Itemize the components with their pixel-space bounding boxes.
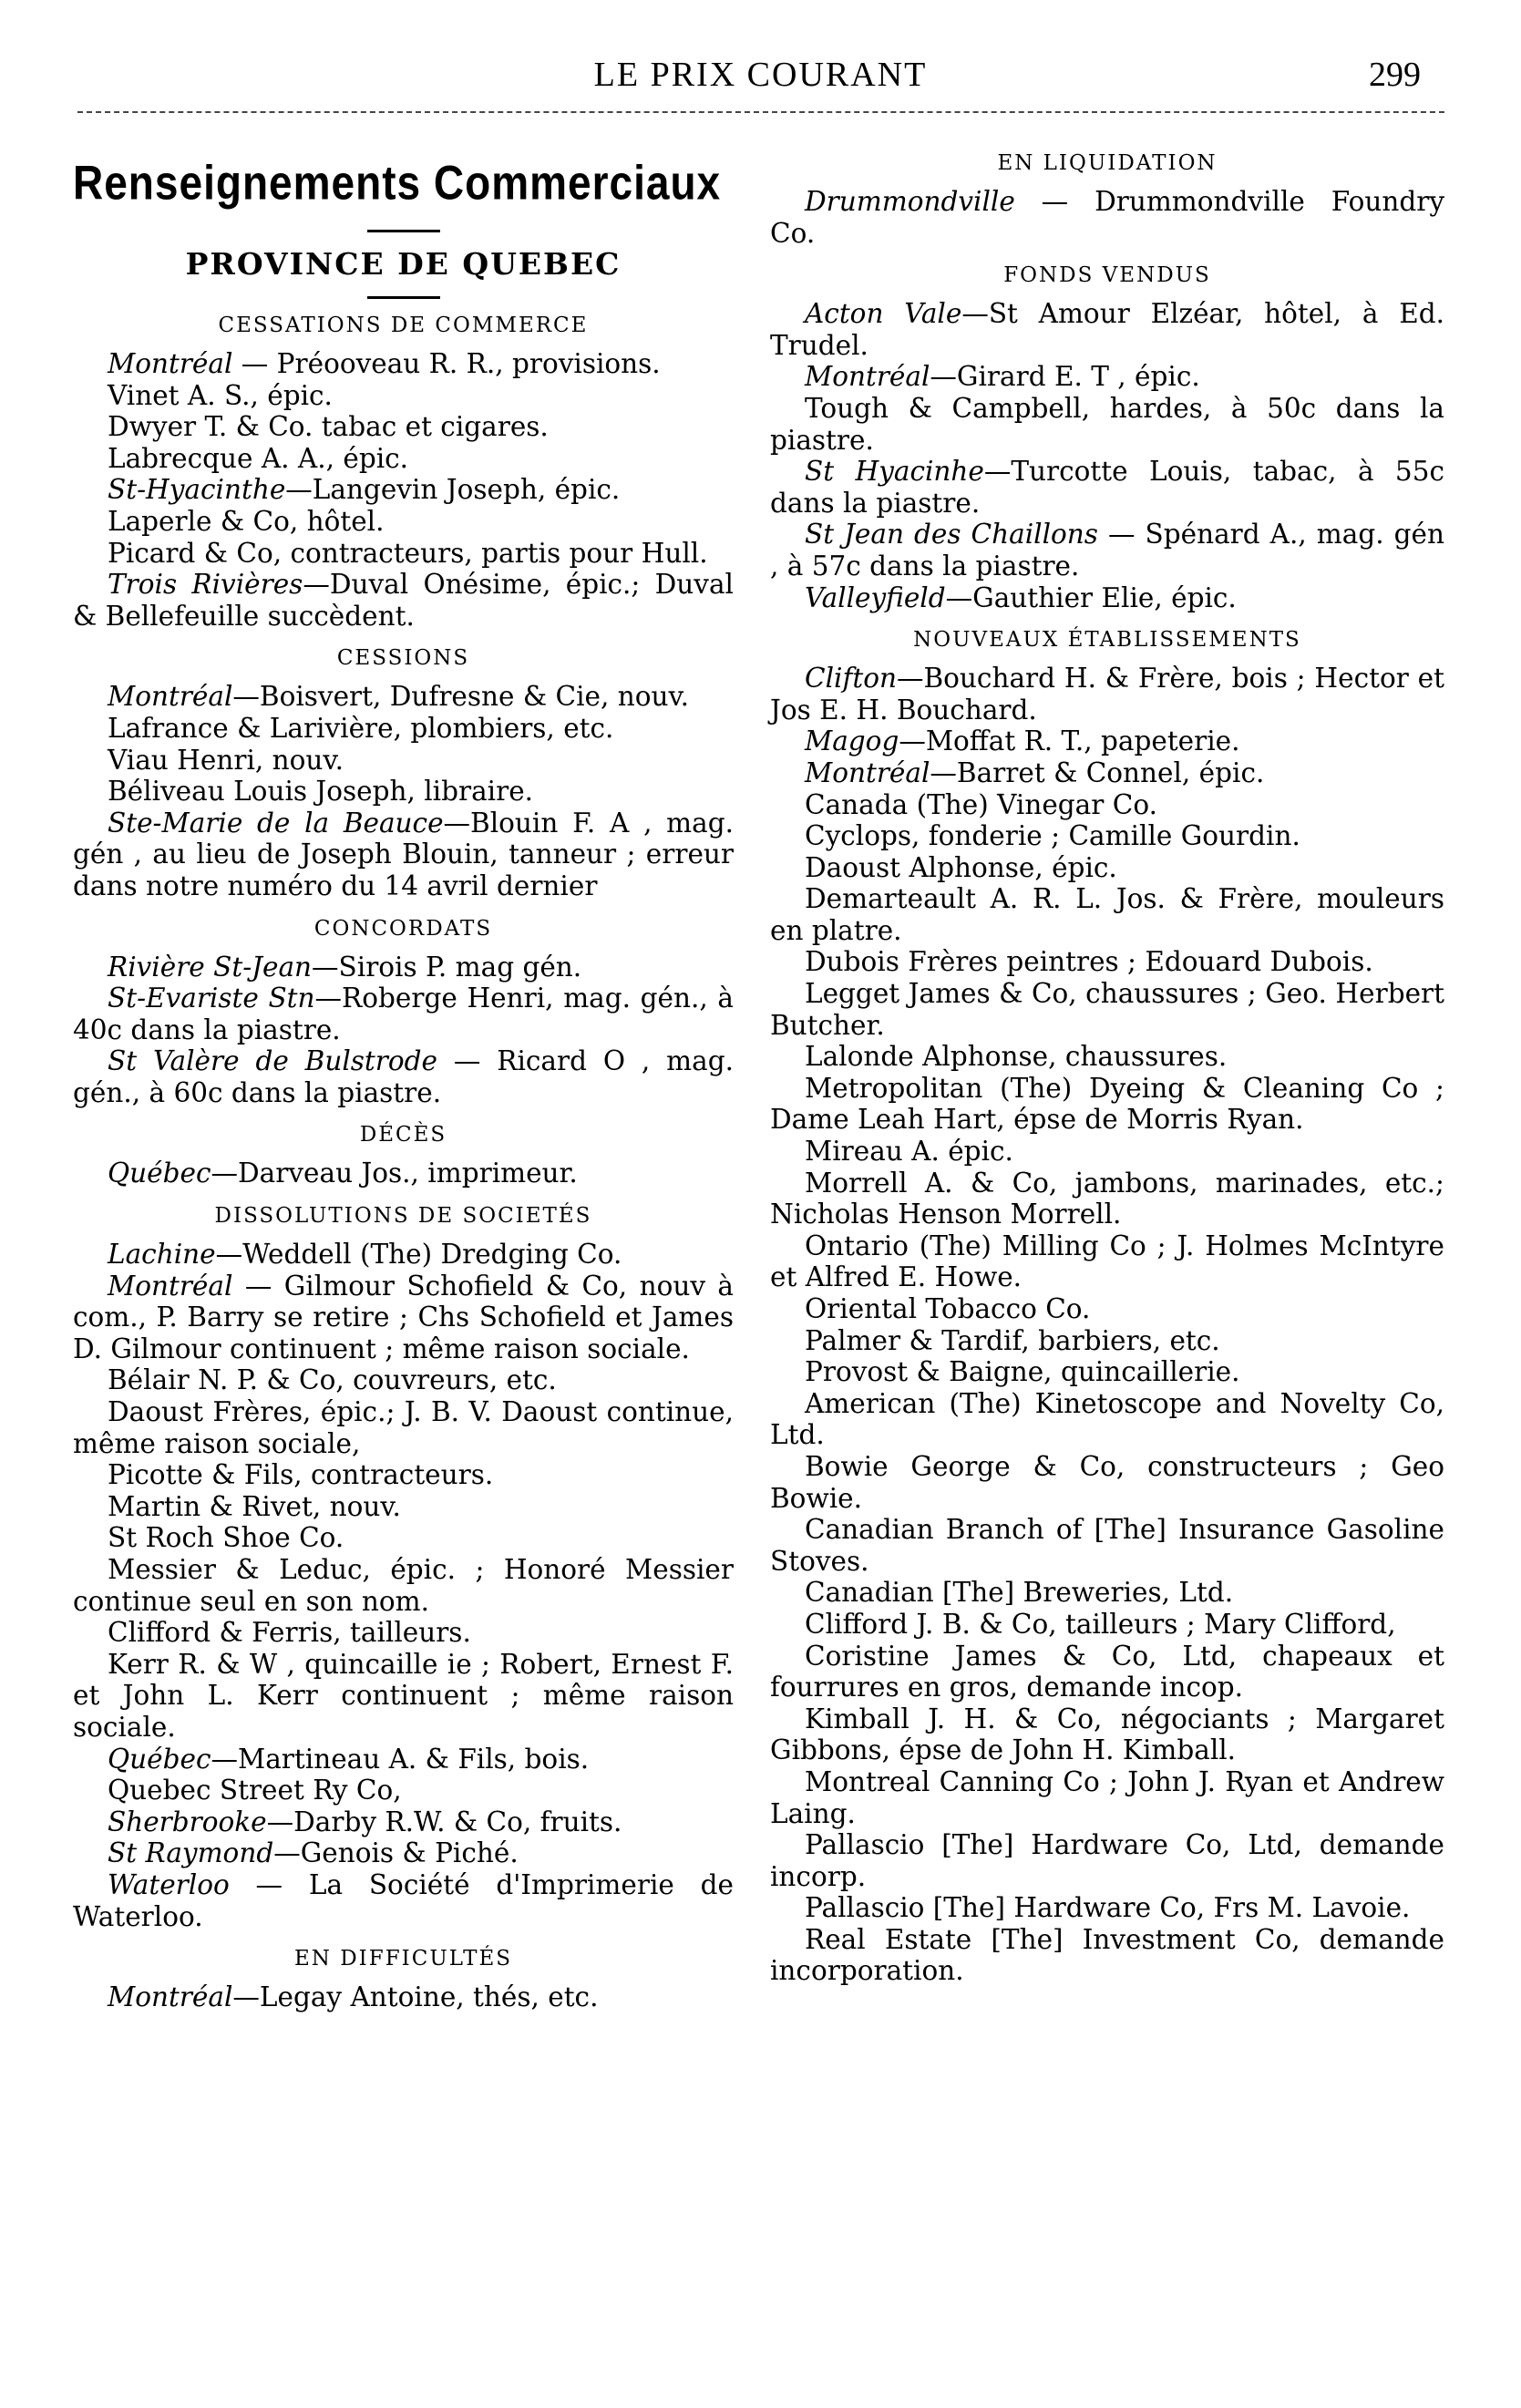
listing-entry xyxy=(73,1239,734,1271)
section-title: Renseignements Commerciaux xyxy=(73,155,722,210)
listing-entry xyxy=(770,1230,1444,1293)
listing-entry xyxy=(770,186,1444,249)
listing-entry xyxy=(770,1703,1444,1766)
entry-text: Kimball J. H. & Co, négociants ; Margaret Gibbons, épse de John H. Kimball. xyxy=(770,1703,1444,1766)
listing-entry xyxy=(73,348,734,380)
listing-entry xyxy=(770,663,1444,725)
entry-text: Clifford & Ferris, tailleurs. xyxy=(108,1617,471,1649)
listing-entry xyxy=(770,582,1444,614)
entry-text: Canadian Branch of [The] Insurance Gasoline Stoves. xyxy=(770,1514,1444,1577)
entry-text: Demarteault A. R. L. Jos. & Frère, mouleurs en platre. xyxy=(770,883,1444,946)
entry-text: Lafrance & Larivière, plombiers, etc. xyxy=(108,712,614,744)
entry-place: Québec xyxy=(108,1158,211,1189)
entry-text: Pallascio [The] Hardware Co, Ltd, demande incorp. xyxy=(770,1829,1444,1892)
entry-text: Daoust Alphonse, épic. xyxy=(805,851,1117,883)
listing-entry xyxy=(770,978,1444,1041)
heading-en-difficultes: EN DIFFICULTÉS xyxy=(293,1947,513,1971)
listing-entry xyxy=(770,725,1444,757)
listing-entry xyxy=(770,298,1444,361)
entry-place: Montréal xyxy=(108,1270,233,1302)
entry-text: Montreal Canning Co ; John J. Ryan et Andrew Laing. xyxy=(770,1765,1444,1829)
province-heading: PROVINCE DE QUEBEC xyxy=(185,246,622,282)
listing-entry xyxy=(73,1649,734,1744)
entry-place: Sherbrooke xyxy=(108,1806,267,1837)
entry-place: Acton Vale xyxy=(805,298,962,330)
listing-entry xyxy=(73,1491,734,1523)
entry-text: —Weddell (The) Dredging Co. xyxy=(215,1239,622,1271)
listing-entry xyxy=(73,1271,734,1365)
listing-entry xyxy=(770,1829,1444,1892)
listing-entry xyxy=(770,757,1444,789)
entry-text: St Roch Shoe Co. xyxy=(108,1522,344,1554)
entry-text: —Roberge Henri, mag. gén., à 40c dans la piastre. xyxy=(73,983,735,1045)
listing-entry xyxy=(770,789,1444,821)
listing-entry xyxy=(770,1041,1444,1073)
entry-text: —Sirois P. mag gén. xyxy=(312,951,582,983)
entry-text: —Duval Onésime, épic.; Duval & Bellefeuille succèdent. xyxy=(73,569,734,632)
listing-entry xyxy=(770,852,1444,884)
entry-place: Lachine xyxy=(108,1239,216,1271)
title-rule xyxy=(367,230,440,232)
listing-entry xyxy=(73,1045,734,1108)
listing-entry xyxy=(770,1168,1444,1230)
listing-entry xyxy=(73,538,734,570)
entry-text: Dubois Frères peintres ; Edouard Dubois. xyxy=(805,946,1373,978)
entry-text: —Boisvert, Dufresne & Cie, nouv. xyxy=(232,681,690,713)
entry-text: Palmer & Tardif, barbiers, etc. xyxy=(805,1324,1220,1356)
listing-entry xyxy=(73,1775,734,1806)
entry-place: Montréal xyxy=(108,348,233,379)
entry-text: — Gilmour Schofield & Co, nouv à com., P. Barry se retire ; Chs Schofield et James D. Gilmour continuent ; même raison sociale. xyxy=(73,1270,734,1364)
entry-text: —Martineau A. & Fils, bois. xyxy=(211,1743,590,1775)
listing-entry xyxy=(770,519,1444,581)
entry-text: —Gauthier Elie, épic. xyxy=(945,581,1237,613)
left-sections xyxy=(73,310,734,2013)
listing-entry xyxy=(73,1522,734,1554)
entry-place: Drummondville xyxy=(805,186,1015,217)
header-rule xyxy=(77,111,1444,113)
listing-entry xyxy=(770,1892,1444,1924)
listing-entry xyxy=(73,776,734,808)
listing-entry xyxy=(73,1869,734,1932)
entry-place: St Raymond xyxy=(108,1837,274,1869)
entry-text: Bélair N. P. & Co, couvreurs, etc. xyxy=(108,1364,557,1396)
heading-deces: DÉCÈS xyxy=(359,1123,447,1147)
listing-entry xyxy=(73,1617,734,1649)
entry-place: Montréal xyxy=(108,1981,233,2013)
entry-text: —Turcotte Louis, tabac, à 55c dans la piastre. xyxy=(770,456,1444,519)
entry-text: Béliveau Louis Joseph, libraire. xyxy=(108,776,534,808)
listing-entry xyxy=(770,1609,1444,1641)
listing-entry xyxy=(73,808,734,902)
entry-text: —Barret & Connel, épic. xyxy=(930,756,1265,788)
entry-text: —Girard E. T , épic. xyxy=(930,361,1200,393)
journal-title: LE PRIX COURANT xyxy=(593,56,928,94)
entry-place: St Hyacinhe xyxy=(805,456,984,488)
entry-text: —Genois & Piché. xyxy=(273,1837,519,1869)
listing-entry xyxy=(73,569,734,632)
entry-text: Viau Henri, nouv. xyxy=(108,744,344,776)
entry-text: Laperle & Co, hôtel. xyxy=(108,505,385,537)
listing-entry xyxy=(73,1837,734,1869)
listing-entry xyxy=(73,745,734,777)
listing-entry xyxy=(770,1073,1444,1136)
entry-text: —Legay Antoine, thés, etc. xyxy=(232,1981,599,2013)
listing-entry xyxy=(73,681,734,713)
entry-text: — Ricard O , mag. gén., à 60c dans la piastre. xyxy=(73,1045,734,1108)
entry-text: Picotte & Fils, contracteurs. xyxy=(108,1459,494,1491)
entry-place: Montréal xyxy=(108,681,233,713)
listing-entry xyxy=(73,411,734,443)
right-column xyxy=(770,137,1444,1987)
listing-entry xyxy=(770,1293,1444,1325)
left-column xyxy=(73,137,734,2013)
listing-entry xyxy=(73,1744,734,1775)
listing-entry xyxy=(73,474,734,506)
heading-cessions: CESSIONS xyxy=(336,646,470,671)
entry-text: Messier & Leduc, épic. ; Honoré Messier continue seul en son nom. xyxy=(73,1554,734,1617)
right-sections xyxy=(770,148,1444,1987)
entry-text: Canada (The) Vinegar Co. xyxy=(805,788,1157,820)
entry-text: Labrecque A. A., épic. xyxy=(108,442,409,474)
entry-text: Dwyer T. & Co. tabac et cigares. xyxy=(108,411,549,443)
heading-nouveaux-etablissements: NOUVEAUX ÉTABLISSEMENTS xyxy=(913,628,1301,653)
listing-entry xyxy=(770,1924,1444,1987)
entry-text: Kerr R. & W , quincaille ie ; Robert, Ernest F. et John L. Kerr continuent ; même raison sociale. xyxy=(73,1648,734,1743)
entry-text: Provost & Baigne, quincaillerie. xyxy=(805,1356,1240,1388)
entry-text: Metropolitan (The) Dyeing & Cleaning Co ; Dame Leah Hart, épse de Morris Ryan. xyxy=(770,1072,1444,1136)
listing-entry xyxy=(770,946,1444,978)
entry-place: St-Evariste Stn xyxy=(108,983,315,1014)
listing-entry xyxy=(770,361,1444,393)
entry-text: Pallascio [The] Hardware Co, Frs M. Lavoie. xyxy=(805,1892,1411,1924)
entry-text: — Spénard A., mag. gén , à 57c dans la piastre. xyxy=(770,519,1444,581)
entry-text: —St Amour Elzéar, hôtel, à Ed. Trudel. xyxy=(770,298,1444,361)
listing-entry xyxy=(770,1136,1444,1168)
listing-entry xyxy=(73,443,734,475)
page-number: 299 xyxy=(1369,56,1421,94)
entry-text: —Moffat R. T., papeterie. xyxy=(899,725,1240,757)
entry-text: —Darby R.W. & Co, fruits. xyxy=(266,1806,622,1837)
entry-text: Canadian [The] Breweries, Ltd. xyxy=(805,1577,1234,1609)
listing-entry xyxy=(73,1158,734,1189)
entry-text: Daoust Frères, épic.; J. B. V. Daoust continue, même raison sociale, xyxy=(73,1396,734,1459)
heading-fonds-vendus: FONDS VENDUS xyxy=(1003,263,1211,288)
entry-text: Legget James & Co, chaussures ; Geo. Herbert Butcher. xyxy=(770,978,1444,1041)
entry-place: Montréal xyxy=(805,756,930,788)
entry-text: Real Estate [The] Investment Co, demande incorporation. xyxy=(770,1923,1444,1987)
entry-place: St Jean des Chaillons xyxy=(805,519,1098,551)
listing-entry xyxy=(770,1325,1444,1357)
listing-entry xyxy=(73,1459,734,1491)
listing-entry xyxy=(770,456,1444,519)
heading-cessations-de-commerce: CESSATIONS DE COMMERCE xyxy=(218,314,589,337)
entry-text: Bowie George & Co, constructeurs ; Geo Bowie. xyxy=(770,1450,1444,1514)
entry-text: —Darveau Jos., imprimeur. xyxy=(211,1158,578,1189)
listing-entry xyxy=(73,1806,734,1838)
heading-en-liquidation: EN LIQUIDATION xyxy=(997,151,1218,175)
entry-place: Québec xyxy=(108,1743,211,1775)
listing-entry xyxy=(770,883,1444,946)
entry-place: Ste-Marie de la Beauce xyxy=(108,807,444,839)
listing-entry xyxy=(73,380,734,412)
listing-entry xyxy=(770,1514,1444,1577)
entry-place: St-Hyacinthe xyxy=(108,474,286,506)
listing-entry xyxy=(770,1356,1444,1388)
entry-text: Vinet A. S., épic. xyxy=(108,379,333,411)
entry-text: Martin & Rivet, nouv. xyxy=(108,1490,401,1522)
listing-entry xyxy=(770,1766,1444,1829)
entry-text: Ontario (The) Milling Co ; J. Holmes McIntyre et Alfred E. Howe. xyxy=(770,1230,1444,1293)
entry-place: St Valère de Bulstrode xyxy=(108,1045,437,1077)
listing-entry xyxy=(770,1451,1444,1514)
listing-entry xyxy=(770,1641,1444,1703)
entry-text: Oriental Tobacco Co. xyxy=(805,1293,1091,1324)
entry-text: Lalonde Alphonse, chaussures. xyxy=(805,1041,1228,1073)
entry-text: —Langevin Joseph, épic. xyxy=(285,474,621,506)
entry-place: Rivière St-Jean xyxy=(108,951,313,983)
heading-dissolutions-de-societes: DISSOLUTIONS DE SOCIETÉS xyxy=(214,1204,592,1229)
entry-text: Clifford J. B. & Co, tailleurs ; Mary Clifford, xyxy=(805,1608,1396,1640)
entry-place: Clifton xyxy=(805,663,897,695)
listing-entry xyxy=(73,1981,734,2013)
entry-text: Tough & Campbell, hardes, à 50c dans la piastre. xyxy=(770,392,1444,456)
entry-text: Quebec Street Ry Co, xyxy=(108,1775,402,1806)
entry-text: Picard & Co, contracteurs, partis pour Hull. xyxy=(108,537,708,569)
entry-place: Valleyfield xyxy=(805,581,946,613)
entry-text: Morrell A. & Co, jambons, marinades, etc.; Nicholas Henson Morrell. xyxy=(770,1167,1444,1230)
listing-entry xyxy=(73,1364,734,1396)
entry-text: — Drummondville Foundry Co. xyxy=(770,186,1444,249)
entry-text: — Préooveau R. R., provisions. xyxy=(232,348,661,379)
entry-text: —Bouchard H. & Frère, bois ; Hector et Jos E. H. Bouchard. xyxy=(770,663,1444,725)
listing-entry xyxy=(770,1577,1444,1609)
listing-entry xyxy=(73,506,734,538)
entry-place: Waterloo xyxy=(108,1868,230,1900)
listing-entry xyxy=(73,1396,734,1459)
entry-text: Mireau A. épic. xyxy=(805,1136,1013,1168)
listing-entry xyxy=(73,1554,734,1617)
heading-concordats: CONCORDATS xyxy=(313,916,493,941)
entry-text: — La Société d'Imprimerie de Waterloo. xyxy=(73,1868,734,1932)
listing-entry xyxy=(73,952,734,983)
entry-text: Coristine James & Co, Ltd, chapeaux et fourrures en gros, demande incop. xyxy=(770,1640,1444,1703)
listing-entry xyxy=(73,983,734,1045)
listing-entry xyxy=(770,393,1444,456)
entry-text: —Blouin F. A , mag. gén , au lieu de Joseph Blouin, tanneur ; erreur dans notre numéro du 14 avril dernier xyxy=(73,807,734,901)
entry-place: Magog xyxy=(805,725,899,757)
running-head xyxy=(0,0,1521,118)
listing-entry xyxy=(73,713,734,745)
province-rule xyxy=(367,296,440,299)
listing-entry xyxy=(770,1388,1444,1451)
entry-place: Trois Rivières xyxy=(108,569,303,601)
entry-text: American (The) Kinetoscope and Novelty Co, Ltd. xyxy=(770,1387,1444,1451)
entry-place: Montréal xyxy=(805,361,930,393)
entry-text: Cyclops, fonderie ; Camille Gourdin. xyxy=(805,820,1300,852)
listing-entry xyxy=(770,820,1444,852)
